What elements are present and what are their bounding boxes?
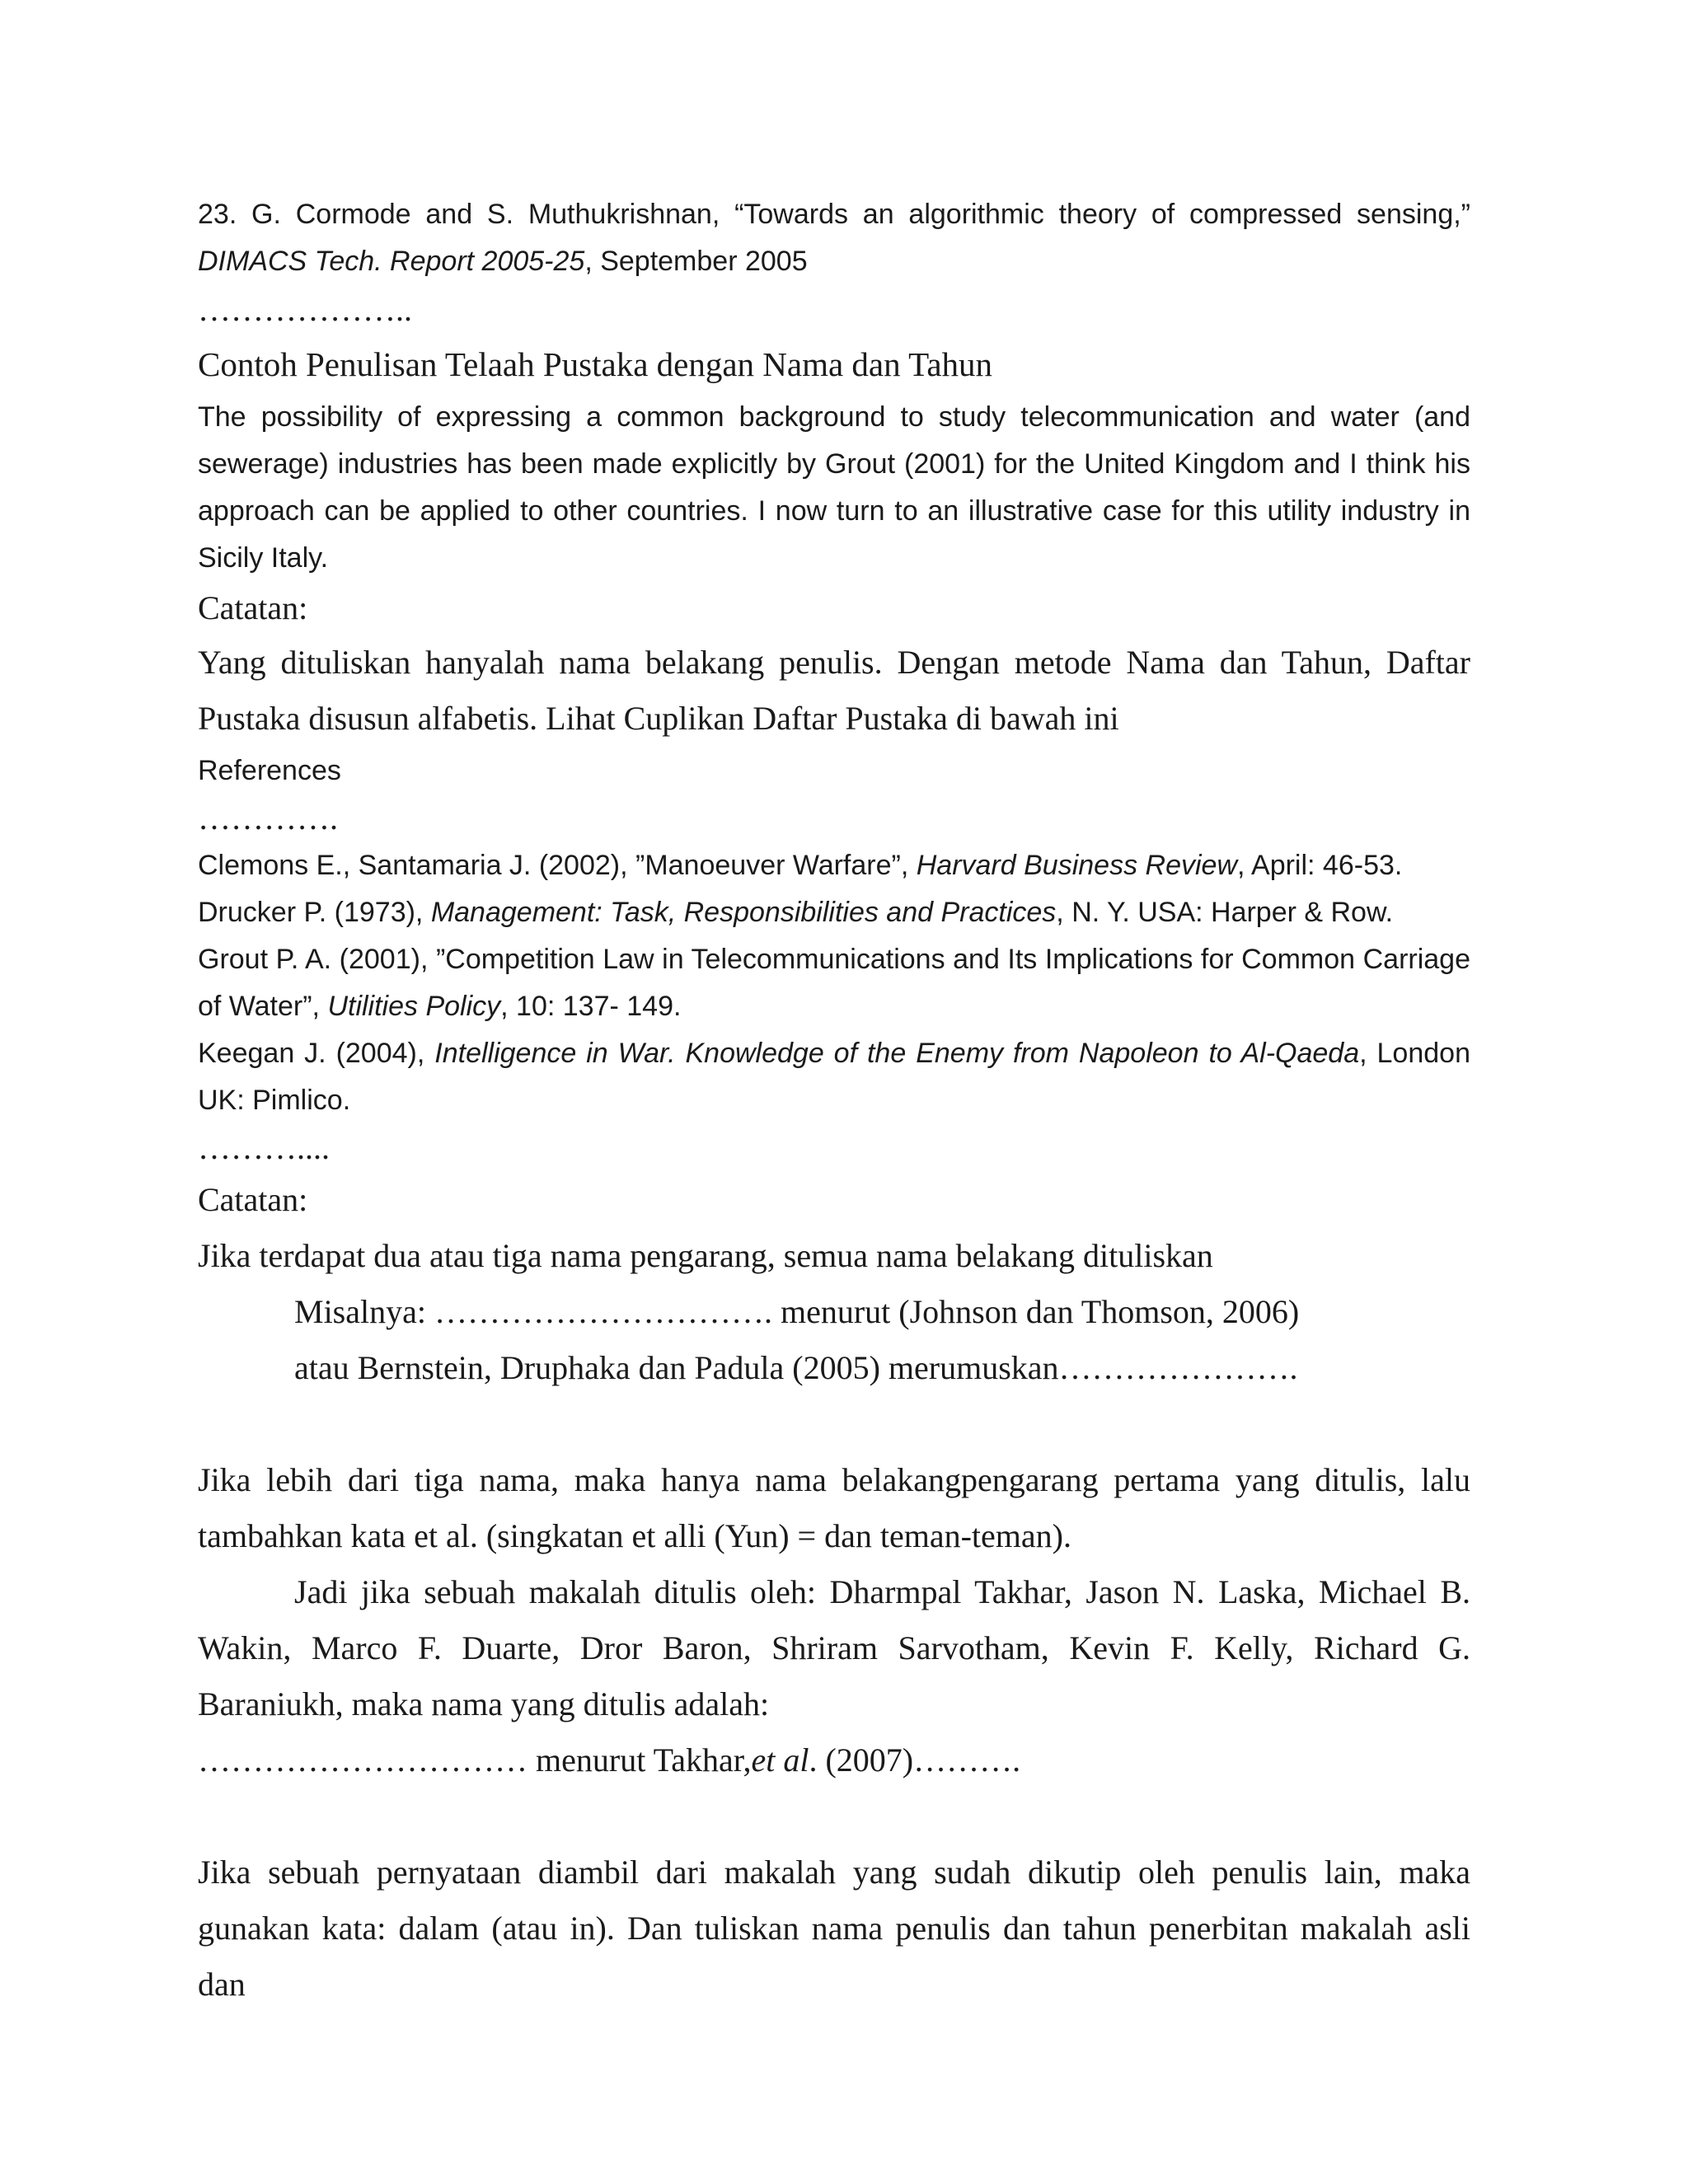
reference-23-date: , September 2005 — [584, 246, 808, 277]
rule-secondary-citation: Jika sebuah pernyataan diambil dari makalah yang sudah dikutip oleh penulis lain, maka gunakan kata: dalam (atau in). Dan tuliskan nama penulis dan tahun penerbitan makalah asli dan — [198, 1854, 1470, 2003]
spacer — [198, 1788, 1470, 1844]
example-block — [198, 1284, 1470, 1396]
reference-source: Harvard Business Review — [916, 850, 1237, 881]
reference-text: Keegan J. (2004), — [198, 1038, 435, 1069]
reference-text: Grout P. A. (2001), ”Competition Law in Telecommunications and Its Implications for Common Carriage of Water”, — [198, 944, 1470, 1022]
reference-drucker — [198, 889, 1470, 936]
example-citation — [198, 1732, 1470, 1788]
example-line-1: Misalnya: …………………………. menurut (Johnson dan Thomson, 2006) — [294, 1293, 1300, 1330]
example-line-2: atau Bernstein, Druphaka dan Padula (2005) merumuskan…………………. — [294, 1349, 1298, 1386]
spacer — [198, 1396, 1470, 1452]
reference-details: , London UK: Pimlico. — [198, 1038, 1470, 1116]
ellipsis-3: ……….... — [198, 1129, 330, 1166]
citation-text: ………………………… menurut Takhar, — [198, 1741, 752, 1779]
reference-source: Management: Task, Responsibilities and Practices — [430, 897, 1057, 928]
ellipsis-1: ……………….. — [198, 291, 412, 328]
reference-23-venue: DIMACS Tech. Report 2005-25 — [198, 246, 585, 277]
rule-two-three-authors: Jika terdapat dua atau tiga nama pengarang, semua nama belakang dituliskan — [198, 1237, 1213, 1274]
example-authors-paragraph: Jadi jika sebuah makalah ditulis oleh: Dharmpal Takhar, Jason N. Laska, Michael B. Wakin, Marco F. Duarte, Dror Baron, Shriram Sarvotham, Kevin F. Kelly, Richard G. Baraniukh, maka nama yang ditulis adalah: — [198, 1573, 1470, 1722]
citation-et-al: et al — [751, 1741, 809, 1779]
reference-source: Intelligence in War. Knowledge of the Enemy from Napoleon to Al-Qaeda — [434, 1038, 1360, 1069]
rule-more-than-three: Jika lebih dari tiga nama, maka hanya nama belakangpengarang pertama yang ditulis, lalu tambahkan kata et al. (singkatan et alli (Yun) = dan teman-teman). — [198, 1461, 1470, 1554]
reference-text: Drucker P. (1973), — [198, 897, 431, 928]
reference-23 — [198, 191, 1470, 285]
citation-year: . (2007)………. — [809, 1741, 1021, 1779]
reference-source: Utilities Policy — [327, 991, 501, 1022]
reference-23-text: 23. G. Cormode and S. Muthukrishnan, “Towards an algorithmic theory of compressed sensing,” — [198, 199, 1470, 230]
reference-keegan — [198, 1030, 1470, 1124]
reference-details: , April: 46-53. — [1237, 850, 1403, 881]
reference-details: , 10: 137- 149. — [500, 991, 682, 1022]
document-page — [198, 191, 1470, 2013]
note-text-1: Yang dituliskan hanyalah nama belakang penulis. Dengan metode Nama dan Tahun, Daftar Pustaka disusun alfabetis. Lihat Cuplikan Daftar Pustaka di bawah ini — [198, 644, 1470, 737]
reference-text: Clemons E., Santamaria J. (2002), ”Manoeuver Warfare”, — [198, 850, 917, 881]
example-paragraph: The possibility of expressing a common background to study telecommunication and water (and sewerage) industries has been made explicitly by Grout (2001) for the United Kingdom and I think his approach can be applied to other countries. I now turn to an illustrative case for this utility industry in Sicily Italy. — [198, 401, 1470, 574]
note-label-1: Catatan: — [198, 589, 308, 626]
reference-grout — [198, 936, 1470, 1030]
references-heading: References — [198, 755, 341, 786]
reference-clemons — [198, 842, 1470, 889]
note-label-2: Catatan: — [198, 1181, 308, 1218]
section-title: Contoh Penulisan Telaah Pustaka dengan Nama dan Tahun — [198, 345, 993, 383]
reference-details: , N. Y. USA: Harper & Row. — [1056, 897, 1394, 928]
ellipsis-2: …………. — [198, 799, 338, 837]
reference-list — [198, 842, 1470, 1124]
